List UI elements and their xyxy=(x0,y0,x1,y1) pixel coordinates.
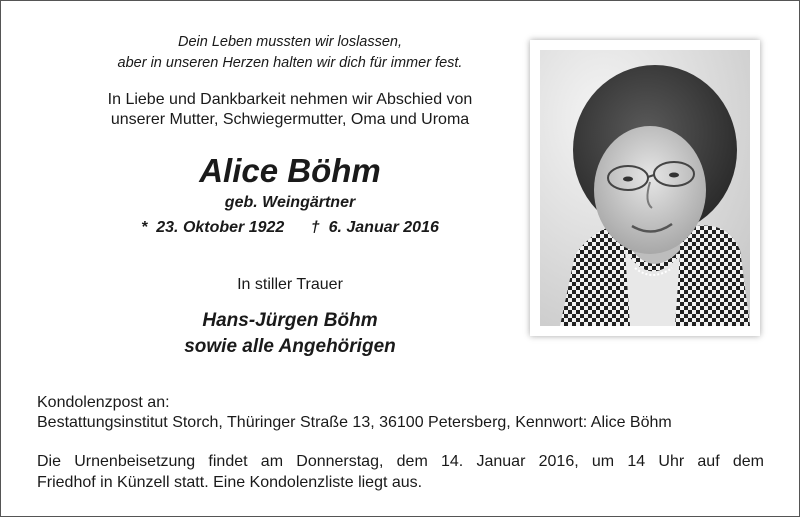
mourner-line-1: Hans-Jürgen Böhm xyxy=(202,310,378,331)
intro-line-1: In Liebe und Dankbarkeit nehmen wir Abschied von xyxy=(107,91,473,108)
birth-name: geb. Weingärtner xyxy=(224,194,356,211)
intro-text xyxy=(40,90,540,130)
mourner-line-2: sowie alle Angehörigen xyxy=(184,336,396,357)
condolence-heading: Kondolenzpost an: xyxy=(37,394,170,411)
funeral-line-2: Friedhof in Künzell statt. Eine Kondolenzliste liegt aus. xyxy=(37,474,423,491)
funeral-line-1: Die Urnenbeisetzung findet am Donnerstag, dem 14. Januar 2016, um 14 Uhr auf dem xyxy=(37,453,764,470)
life-dates xyxy=(40,219,540,237)
birth-symbol: * xyxy=(141,219,148,236)
portrait-image xyxy=(540,50,750,326)
mourning-heading: In stiller Trauer xyxy=(237,276,343,293)
funeral-info xyxy=(37,451,764,493)
portrait-photo xyxy=(530,40,760,336)
death-symbol: † xyxy=(310,219,320,236)
condolence-info xyxy=(37,393,672,433)
death-date: 6. Januar 2016 xyxy=(328,219,439,236)
mourners xyxy=(40,308,540,360)
intro-line-2: unserer Mutter, Schwiegermutter, Oma und Uroma xyxy=(110,111,470,128)
motto-line-2: aber in unseren Herzen halten wir dich für immer fest. xyxy=(117,55,463,71)
motto xyxy=(40,32,540,74)
deceased-name: Alice Böhm xyxy=(199,152,381,189)
condolence-address: Bestattungsinstitut Storch, Thüringer Straße 13, 36100 Petersberg, Kennwort: Alice Böhm xyxy=(37,414,672,431)
birth-date: 23. Oktober 1922 xyxy=(156,219,285,236)
motto-line-1: Dein Leben mussten wir loslassen, xyxy=(177,34,403,50)
